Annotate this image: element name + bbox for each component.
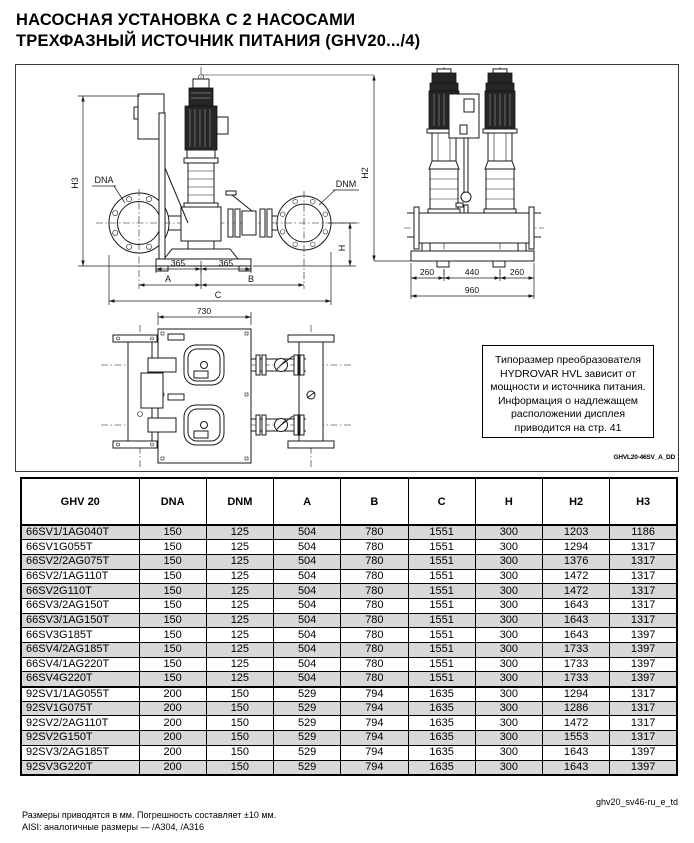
dimension-cell: 1317 xyxy=(610,716,677,731)
dimension-cell: 794 xyxy=(341,716,408,731)
model-cell: 66SV2G110T xyxy=(21,584,139,599)
dim-label-h3: H3 xyxy=(70,177,80,189)
column-header: B xyxy=(341,478,408,525)
table-row xyxy=(21,643,677,658)
technical-drawing xyxy=(15,64,679,472)
dimension-cell: 780 xyxy=(341,657,408,672)
dimension-cell: 1643 xyxy=(543,628,610,643)
dimension-cell: 300 xyxy=(475,643,542,658)
dimension-cell: 200 xyxy=(139,760,206,775)
dimension-cell: 504 xyxy=(274,540,341,555)
dimension-cell: 1186 xyxy=(610,525,677,540)
dimension-cell: 1317 xyxy=(610,701,677,716)
dimension-cell: 150 xyxy=(206,716,273,731)
dimension-cell: 150 xyxy=(206,687,273,702)
page-title xyxy=(16,10,420,52)
dimension-cell: 780 xyxy=(341,598,408,613)
dimension-cell: 1551 xyxy=(408,569,475,584)
page-title-line2: ТРЕХФАЗНЫЙ ИСТОЧНИК ПИТАНИЯ (GHV20.../4) xyxy=(16,32,421,50)
dimension-cell: 780 xyxy=(341,613,408,628)
table-row xyxy=(21,613,677,628)
dimension-cell: 150 xyxy=(139,554,206,569)
note-line: Информация о надлежащем xyxy=(497,394,639,407)
dim-label-440: 440 xyxy=(464,267,480,277)
dimension-cell: 150 xyxy=(139,613,206,628)
dimension-cell: 504 xyxy=(274,643,341,658)
note-line: Типоразмер преобразователя xyxy=(495,354,641,366)
dimension-cell: 1635 xyxy=(408,731,475,746)
dimension-cell: 300 xyxy=(475,554,542,569)
dim-label-960: 960 xyxy=(464,285,480,295)
dimension-cell: 1551 xyxy=(408,598,475,613)
dimension-cell: 1635 xyxy=(408,687,475,702)
column-header: H3 xyxy=(610,478,677,525)
dimension-cell: 150 xyxy=(139,598,206,613)
dimension-cell: 1317 xyxy=(610,540,677,555)
dimension-cell: 504 xyxy=(274,598,341,613)
dimension-cell: 125 xyxy=(206,643,273,658)
dimension-cell: 300 xyxy=(475,760,542,775)
column-header: DNA xyxy=(139,478,206,525)
column-header: H xyxy=(475,478,542,525)
drawing-reference: GHVL20-46SV_A_DD xyxy=(613,454,675,461)
dimension-cell: 125 xyxy=(206,672,273,687)
dimension-cell: 125 xyxy=(206,628,273,643)
table-row xyxy=(21,554,677,569)
dim-label-c: C xyxy=(214,290,222,300)
dimension-cell: 780 xyxy=(341,672,408,687)
dimension-cell: 150 xyxy=(206,701,273,716)
dimension-cell: 1643 xyxy=(543,745,610,760)
dimension-cell: 529 xyxy=(274,745,341,760)
dimension-cell: 1551 xyxy=(408,643,475,658)
dimension-cell: 200 xyxy=(139,716,206,731)
note-line: мощности и источника питания. xyxy=(490,381,646,394)
dimension-cell: 1551 xyxy=(408,584,475,599)
dimension-cell: 150 xyxy=(139,672,206,687)
hydrovar-note xyxy=(482,345,654,438)
model-cell: 66SV2/2AG075T xyxy=(21,554,139,569)
dimension-cell: 1551 xyxy=(408,672,475,687)
dim-label-h2: H2 xyxy=(360,167,370,179)
top-view xyxy=(101,306,351,467)
dimension-cell: 529 xyxy=(274,760,341,775)
dimension-cell: 1643 xyxy=(543,613,610,628)
dimension-cell: 125 xyxy=(206,598,273,613)
table-row xyxy=(21,598,677,613)
dim-label-b: B xyxy=(247,274,255,284)
dimension-cell: 780 xyxy=(341,584,408,599)
discharge-piping-top xyxy=(251,355,306,435)
dimension-cell: 1733 xyxy=(543,643,610,658)
dimension-cell: 125 xyxy=(206,657,273,672)
dimension-cell: 504 xyxy=(274,657,341,672)
dimension-cell: 1472 xyxy=(543,584,610,599)
dimension-cell: 125 xyxy=(206,525,273,540)
model-cell: 92SV2/2AG110T xyxy=(21,716,139,731)
dimension-cell: 200 xyxy=(139,701,206,716)
dimension-cell: 780 xyxy=(341,525,408,540)
footnote-dimensions: Размеры приводятся в мм. Погрешность составляет ±10 мм. xyxy=(22,810,277,820)
model-cell: 66SV3/1AG150T xyxy=(21,613,139,628)
dimension-cell: 794 xyxy=(341,731,408,746)
column-header: GHV 20 xyxy=(21,478,139,525)
dimension-cell: 794 xyxy=(341,687,408,702)
model-cell: 92SV2G150T xyxy=(21,731,139,746)
dimension-cell: 1635 xyxy=(408,716,475,731)
dimension-cell: 1733 xyxy=(543,657,610,672)
dimension-cell: 1635 xyxy=(408,745,475,760)
dimension-cell: 150 xyxy=(139,628,206,643)
model-cell: 66SV4/2AG185T xyxy=(21,643,139,658)
dimension-cell: 1286 xyxy=(543,701,610,716)
model-cell: 92SV3/2AG185T xyxy=(21,745,139,760)
dimension-cell: 300 xyxy=(475,731,542,746)
model-cell: 66SV2/1AG110T xyxy=(21,569,139,584)
dim-label-730: 730 xyxy=(196,306,212,316)
dimension-cell: 150 xyxy=(139,584,206,599)
dim-label-260-right: 260 xyxy=(509,267,525,277)
model-cell: 92SV1G075T xyxy=(21,701,139,716)
model-cell: 66SV3/2AG150T xyxy=(21,598,139,613)
table-row xyxy=(21,657,677,672)
dimension-cell: 780 xyxy=(341,643,408,658)
front-view xyxy=(360,67,544,299)
dimension-cell: 1317 xyxy=(610,687,677,702)
model-cell: 66SV1G055T xyxy=(21,540,139,555)
dimension-cell: 504 xyxy=(274,554,341,569)
dim-label-365-right: 365 xyxy=(218,258,234,268)
side-view xyxy=(70,67,374,305)
dimension-cell: 125 xyxy=(206,569,273,584)
dimension-cell: 780 xyxy=(341,628,408,643)
table-row xyxy=(21,672,677,687)
dimension-cell: 529 xyxy=(274,687,341,702)
table-row xyxy=(21,540,677,555)
dimension-cell: 300 xyxy=(475,701,542,716)
column-header: A xyxy=(274,478,341,525)
model-cell: 92SV3G220T xyxy=(21,760,139,775)
dimension-cell: 1317 xyxy=(610,598,677,613)
dimension-cell: 794 xyxy=(341,701,408,716)
dim-label-dna: DNA xyxy=(94,175,114,185)
dimension-cell: 1317 xyxy=(610,613,677,628)
dimension-cell: 125 xyxy=(206,613,273,628)
dimension-cell: 529 xyxy=(274,731,341,746)
manifold-front xyxy=(407,207,541,267)
dim-label-dnm: DNM xyxy=(335,179,357,189)
table-header-row xyxy=(21,478,677,525)
table-row xyxy=(21,628,677,643)
column-header: H2 xyxy=(543,478,610,525)
dimension-cell: 1397 xyxy=(610,745,677,760)
footnote-aisi: AISI: аналогичные размеры — /A304, /A316 xyxy=(22,821,205,832)
butterfly-valve xyxy=(226,191,277,237)
dimension-cell: 200 xyxy=(139,745,206,760)
pump-side xyxy=(156,75,251,272)
dimension-cell: 794 xyxy=(341,745,408,760)
dimension-cell: 300 xyxy=(475,569,542,584)
dimension-cell: 1635 xyxy=(408,701,475,716)
dimension-cell: 504 xyxy=(274,569,341,584)
dimension-cell: 780 xyxy=(341,540,408,555)
dimension-cell: 1317 xyxy=(610,584,677,599)
table-row xyxy=(21,745,677,760)
dimension-cell: 1551 xyxy=(408,657,475,672)
dimension-cell: 150 xyxy=(206,745,273,760)
dimension-cell: 1551 xyxy=(408,613,475,628)
table-row xyxy=(21,760,677,775)
dimension-cell: 504 xyxy=(274,584,341,599)
dimension-cell: 300 xyxy=(475,584,542,599)
dimension-cell: 780 xyxy=(341,569,408,584)
table-row xyxy=(21,569,677,584)
table-row xyxy=(21,525,677,540)
dimension-cell: 1643 xyxy=(543,598,610,613)
pump-front-right xyxy=(483,69,517,213)
dimension-cell: 150 xyxy=(139,657,206,672)
dimension-cell: 1317 xyxy=(610,731,677,746)
dim-label-a: A xyxy=(164,274,172,284)
dimension-cell: 150 xyxy=(139,643,206,658)
dimension-cell: 504 xyxy=(274,628,341,643)
dimension-cell: 504 xyxy=(274,672,341,687)
column-header: DNM xyxy=(206,478,273,525)
dimension-cell: 150 xyxy=(206,731,273,746)
dimension-cell: 300 xyxy=(475,628,542,643)
document-reference: ghv20_sv46-ru_e_td xyxy=(595,797,678,807)
dimension-cell: 504 xyxy=(274,613,341,628)
dimension-cell: 529 xyxy=(274,701,341,716)
table-row xyxy=(21,731,677,746)
dimension-cell: 150 xyxy=(139,540,206,555)
dimension-cell: 1472 xyxy=(543,716,610,731)
dimension-cell: 300 xyxy=(475,687,542,702)
dimension-cell: 1551 xyxy=(408,628,475,643)
dimension-cell: 300 xyxy=(475,525,542,540)
control-panel-side xyxy=(134,94,188,259)
dimension-cell: 1643 xyxy=(543,760,610,775)
dimension-cell: 1294 xyxy=(543,687,610,702)
dimension-cell: 150 xyxy=(139,525,206,540)
dimension-cell: 125 xyxy=(206,554,273,569)
table-row xyxy=(21,687,677,702)
dimensions-table xyxy=(20,477,678,776)
dimension-cell: 1551 xyxy=(408,540,475,555)
dim-label-h: H xyxy=(337,244,347,252)
dimension-cell: 1733 xyxy=(543,672,610,687)
dimension-cell: 300 xyxy=(475,598,542,613)
note-line: расположении дисплея xyxy=(510,408,626,421)
model-cell: 66SV1/1AG040T xyxy=(21,525,139,540)
dimension-cell: 300 xyxy=(475,540,542,555)
dimension-cell: 125 xyxy=(206,584,273,599)
dimension-cell: 200 xyxy=(139,731,206,746)
dimension-cell: 780 xyxy=(341,554,408,569)
dimension-cell: 300 xyxy=(475,716,542,731)
model-cell: 66SV4/1AG220T xyxy=(21,657,139,672)
dimension-cell: 1553 xyxy=(543,731,610,746)
table-row xyxy=(21,584,677,599)
pump-front-left xyxy=(427,69,461,213)
dimension-cell: 1397 xyxy=(610,657,677,672)
dimension-cell: 1551 xyxy=(408,554,475,569)
column-header: C xyxy=(408,478,475,525)
model-cell: 66SV4G220T xyxy=(21,672,139,687)
dimension-cell: 1635 xyxy=(408,760,475,775)
dimension-cell: 1397 xyxy=(610,643,677,658)
dimension-cell: 200 xyxy=(139,687,206,702)
model-cell: 92SV1/1AG055T xyxy=(21,687,139,702)
page-title-line1: НАСОСНАЯ УСТАНОВКА С 2 НАСОСАМИ xyxy=(16,11,356,29)
dimension-cell: 300 xyxy=(475,672,542,687)
dim-label-365-left: 365 xyxy=(170,258,186,268)
dimension-cell: 300 xyxy=(475,613,542,628)
dimension-cell: 1317 xyxy=(610,569,677,584)
dimension-cell: 1472 xyxy=(543,569,610,584)
dimension-cell: 1551 xyxy=(408,525,475,540)
dimension-cell: 125 xyxy=(206,540,273,555)
dimension-cell: 1397 xyxy=(610,628,677,643)
dimension-cell: 1376 xyxy=(543,554,610,569)
dimension-cell: 1294 xyxy=(543,540,610,555)
dimension-cell: 1203 xyxy=(543,525,610,540)
dimension-cell: 300 xyxy=(475,745,542,760)
note-line: HYDROVAR HVL зависит от xyxy=(500,367,636,380)
dimension-cell: 1397 xyxy=(610,760,677,775)
model-cell: 66SV3G185T xyxy=(21,628,139,643)
dim-label-260-left: 260 xyxy=(419,267,435,277)
table-row xyxy=(21,716,677,731)
table-row xyxy=(21,701,677,716)
footnotes xyxy=(22,810,276,833)
dimension-cell: 150 xyxy=(206,760,273,775)
note-line: приводится на стр. 41 xyxy=(514,421,622,434)
dimension-cell: 1397 xyxy=(610,672,677,687)
dimension-cell: 529 xyxy=(274,716,341,731)
dimension-cell: 794 xyxy=(341,760,408,775)
dimension-cell: 150 xyxy=(139,569,206,584)
dimension-cell: 504 xyxy=(274,525,341,540)
dimension-cell: 1317 xyxy=(610,554,677,569)
dimension-cell: 300 xyxy=(475,657,542,672)
